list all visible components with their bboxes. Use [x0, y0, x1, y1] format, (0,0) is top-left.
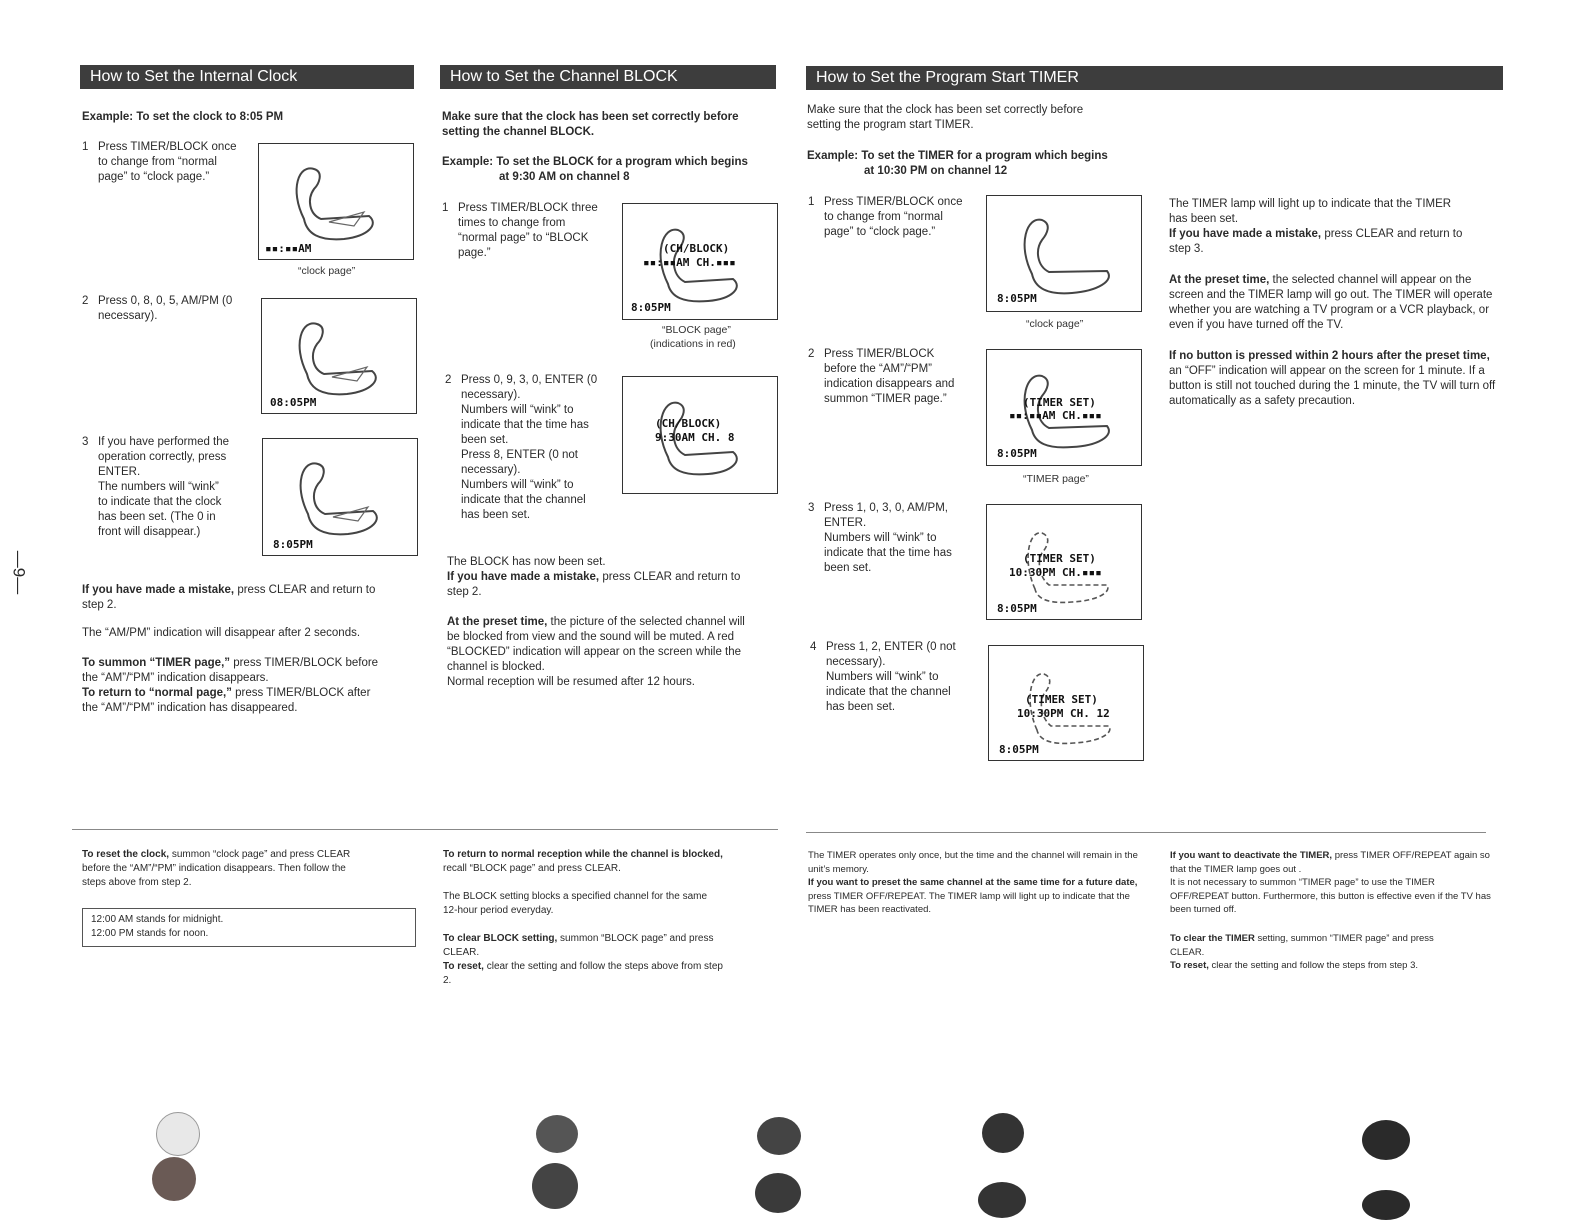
mistake-text: step 2.: [447, 586, 482, 598]
step-text: Press 1, 0, 3, 0, AM/PM,: [824, 502, 948, 514]
return-text: recall “BLOCK page” and press CLEAR.: [443, 863, 621, 874]
step-text: Press 0, 9, 3, 0, ENTER (0: [461, 374, 598, 386]
preset-text: the picture of the selected channel will: [547, 616, 745, 628]
reset-text: clear the setting and follow the steps above from step: [483, 961, 723, 972]
step-text: been set.: [461, 434, 509, 446]
step-number: 4: [810, 641, 817, 653]
reset-text: 2.: [443, 975, 452, 986]
step-number: 2: [445, 374, 452, 386]
block-preset-note: [447, 615, 745, 690]
step-number: 3: [82, 436, 89, 448]
binder-hole: [152, 1157, 196, 1201]
binder-hole: [978, 1182, 1026, 1218]
screen-clock-display: 08:05PM: [270, 396, 317, 409]
binder-hole: [755, 1173, 801, 1213]
block-clear-note: [443, 932, 723, 988]
page-number: —9—: [9, 550, 29, 595]
step-text: front will disappear.): [98, 526, 201, 538]
timer-memory-note: [808, 849, 1143, 917]
step-text: has been set.: [461, 509, 531, 521]
block-set-screen: [622, 376, 778, 494]
step-text: to change from “normal: [824, 211, 943, 223]
screen-setting-line: 10:30PM CH. 12: [1017, 707, 1110, 720]
notebox-text: 12:00 PM stands for noon.: [91, 928, 209, 939]
deactivate-text: It is not necessary to summon “TIMER page” to use the TIMER OFF/REPEAT button. Furthermore, this button is effective even if the TV has been turned off.: [1170, 877, 1491, 915]
reset-label: To reset,: [1170, 960, 1209, 971]
timer-page-caption: “TIMER page”: [1023, 473, 1089, 485]
deactivate-label: If you want to deactivate the TIMER,: [1170, 850, 1333, 861]
screen-setting-line: ▪▪:▪▪AM CH.▪▪▪: [643, 256, 736, 269]
example-text: at 10:30 PM on channel 12: [864, 165, 1008, 177]
screen-mode-line: (CH/BLOCK): [663, 242, 730, 255]
mistake-text: press CLEAR and return to: [234, 584, 376, 596]
example-text: To set the clock to 8:05 PM: [133, 111, 284, 123]
step-text: has been set. (The 0 in: [98, 511, 216, 523]
block-page-caption: [650, 323, 736, 351]
step-text: has been set.: [826, 701, 896, 713]
step-text: indicate that the time has: [824, 547, 952, 559]
step-text: Numbers will “wink” to: [824, 532, 937, 544]
step-text: to indicate that the clock: [98, 496, 222, 508]
step-text: been set.: [824, 562, 872, 574]
screen-clock-display: 8:05PM: [997, 447, 1037, 460]
example-text: To set the TIMER for a program which begins: [858, 150, 1108, 162]
section-header-internal-clock: How to Set the Internal Clock: [80, 65, 414, 89]
intro-text: Make sure that the clock has been set correctly before: [807, 104, 1084, 116]
section-header-program-timer: How to Set the Program Start TIMER: [806, 66, 1503, 90]
lamp-text: The TIMER lamp will light up to indicate that the TIMER: [1169, 198, 1452, 210]
step-text: Press 1, 2, ENTER (0 not: [826, 641, 956, 653]
return-label: To return to normal reception while the channel is blocked,: [443, 849, 723, 860]
mistake-text: press CLEAR and return to: [599, 571, 741, 583]
summon-text: press TIMER/BLOCK before: [230, 657, 379, 669]
screen-setting-line: 9:30AM CH. 8: [655, 431, 735, 444]
step-text: ENTER.: [98, 466, 141, 478]
summon-note: [82, 656, 378, 716]
binder-hole: [536, 1115, 578, 1153]
section-header-channel-block: How to Set the Channel BLOCK: [440, 65, 776, 89]
clock-page-caption: “clock page”: [298, 265, 356, 277]
step-text: page” to “clock page.”: [98, 171, 210, 183]
mistake-text: step 3.: [1169, 243, 1204, 255]
timer-preset-note: [1169, 273, 1497, 333]
step-text: necessary).: [826, 656, 886, 668]
step-text: before the “AM”/“PM”: [824, 363, 932, 375]
reset-text: summon “clock page” and press CLEAR: [169, 849, 351, 860]
binder-hole: [757, 1117, 801, 1155]
mistake-text: step 2.: [82, 599, 117, 611]
step-text: Press 8, ENTER (0 not: [461, 449, 578, 461]
screen-clock-display: 8:05PM: [631, 301, 671, 314]
step-text: times to change from: [458, 217, 566, 229]
screen-clock-display: 8:05PM: [997, 292, 1037, 305]
screen-clock-display: 8:05PM: [999, 743, 1039, 756]
screen-clock-display: ▪▪:▪▪AM: [265, 242, 312, 255]
step-text: The numbers will “wink”: [98, 481, 219, 493]
return-label: To return to “normal page,”: [82, 687, 232, 699]
preset-text: be blocked from view and the sound will be muted. A red: [447, 631, 735, 643]
screen-mode-line: (TIMER SET): [1023, 396, 1096, 409]
return-text: press TIMER/BLOCK after: [231, 687, 371, 699]
block-set-note: The BLOCK has now been set.: [447, 556, 606, 568]
clear-label: To clear the TIMER: [1170, 933, 1255, 944]
step-number: 2: [808, 348, 815, 360]
intro-text: setting the channel BLOCK.: [442, 126, 595, 138]
step-text: summon “TIMER page.”: [824, 393, 947, 405]
step-text: indication disappears and: [824, 378, 955, 390]
block-mistake-note: [447, 570, 740, 600]
example-label: Example:: [442, 156, 494, 168]
reset-text: before the “AM”/“PM” indication disappears. Then follow the: [82, 863, 346, 874]
preset-text: channel is blocked.: [447, 661, 545, 673]
clock-example: [82, 110, 283, 125]
lamp-text: has been set.: [1169, 213, 1239, 225]
example-label: Example:: [807, 150, 859, 162]
block-example: [442, 155, 748, 185]
summon-label: To summon “TIMER page,”: [82, 657, 231, 669]
screen-mode-line: (TIMER SET): [1023, 552, 1096, 565]
preset-text: Normal reception will be resumed after 12 hours.: [447, 676, 696, 688]
no-button-text: an “OFF” indication will appear on the screen for 1 minute. If a button is still not touched during the 1 minute, the TV will turn off automatically as a safety precaution.: [1169, 365, 1496, 407]
clock-reset-note: [82, 848, 350, 890]
screen-mode-line: (TIMER SET): [1025, 693, 1098, 706]
no-button-label: If no button is pressed within 2 hours after the preset time,: [1169, 350, 1490, 362]
preset-label: future date,: [1085, 877, 1138, 888]
preset-label: At the preset time,: [1169, 274, 1270, 286]
clear-label: To clear BLOCK setting,: [443, 933, 558, 944]
step-text: Press TIMER/BLOCK three: [458, 202, 598, 214]
intro-text: Make sure that the clock has been set correctly before: [442, 111, 739, 123]
step-text: indicate that the channel: [461, 494, 586, 506]
timer-deactivate-note: [1170, 849, 1492, 917]
intro-text: setting the program start TIMER.: [807, 119, 974, 131]
midnight-noon-notebox: [82, 908, 416, 947]
timer-example: [807, 149, 1108, 179]
clock-set-screen: [261, 298, 417, 414]
step-number: 1: [808, 196, 815, 208]
timer-page-screen: [986, 349, 1142, 466]
preset-label: At the preset time,: [447, 616, 548, 628]
block-page-screen: [622, 203, 778, 320]
timer-no-button-note: [1169, 349, 1499, 409]
step-text: necessary).: [461, 464, 521, 476]
screen-setting-line: ▪▪:▪▪AM CH.▪▪▪: [1009, 409, 1102, 422]
timer-time-screen: [986, 504, 1142, 620]
step-text: to change from “normal: [98, 156, 217, 168]
screen-setting-line: 10:30PM CH.▪▪▪: [1009, 566, 1102, 579]
reset-text: clear the setting and follow the steps from step 3.: [1208, 960, 1419, 971]
mistake-text: press CLEAR and return to: [1321, 228, 1463, 240]
reset-label: To reset,: [443, 961, 484, 972]
example-text: at 9:30 AM on channel 8: [499, 171, 630, 183]
timer-clock-caption: “clock page”: [1026, 318, 1084, 330]
timer-clear-note: [1170, 932, 1492, 973]
preset-text: press TIMER OFF/REPEAT. The TIMER lamp will light up to indicate that the TIMER has been reactivated.: [808, 890, 1130, 915]
summon-text: the “AM”/“PM” indication disappears.: [82, 672, 269, 684]
memory-text: The TIMER operates only once, but the time and the channel will remain in the unit’s memory.: [808, 850, 1138, 875]
note-text: The BLOCK setting blocks a specified channel for the same: [443, 891, 708, 902]
block-return-note: [443, 848, 723, 876]
clock-page-screen: [258, 143, 414, 260]
caption-text: “BLOCK page”: [661, 324, 731, 336]
step-number: 3: [808, 502, 815, 514]
timer-channel-screen: [988, 645, 1144, 761]
caption-text: (indications in red): [650, 338, 736, 350]
clock-mistake-note: [82, 583, 375, 613]
step-text: Press TIMER/BLOCK: [824, 348, 935, 360]
step-number: 1: [442, 202, 449, 214]
binder-hole: [982, 1113, 1024, 1153]
preset-label: If you want to preset the same channel at the same time for a: [808, 877, 1084, 888]
clear-text: summon “BLOCK page” and press: [557, 933, 714, 944]
step-number: 1: [82, 141, 89, 153]
step-text: indicate that the time has: [461, 419, 589, 431]
timer-intro: [807, 103, 1083, 133]
step-text: ENTER.: [824, 517, 867, 529]
screen-mode-line: (CH/BLOCK): [655, 417, 722, 430]
step-text: Press 0, 8, 0, 5, AM/PM (0: [98, 295, 233, 307]
step-text: indicate that the channel: [826, 686, 951, 698]
divider: [72, 829, 778, 830]
step-text: Press TIMER/BLOCK once: [824, 196, 963, 208]
block-intro: [442, 110, 739, 140]
return-text: the “AM”/“PM” indication has disappeared.: [82, 702, 298, 714]
clear-text: setting, summon “TIMER page” and press: [1254, 933, 1434, 944]
mistake-label: If you have made a mistake,: [1169, 228, 1322, 240]
step-text: Numbers will “wink” to: [461, 404, 574, 416]
screen-clock-display: 8:05PM: [273, 538, 313, 551]
binder-hole: [1362, 1120, 1410, 1160]
mistake-label: If you have made a mistake,: [447, 571, 600, 583]
mistake-label: If you have made a mistake,: [82, 584, 235, 596]
notebox-text: 12:00 AM stands for midnight.: [91, 914, 224, 925]
binder-hole: [1362, 1190, 1410, 1220]
screen-clock-display: 8:05PM: [997, 602, 1037, 615]
ampm-note: The “AM/PM” indication will disappear after 2 seconds.: [82, 627, 361, 639]
step-text: necessary).: [461, 389, 521, 401]
step-text: page” to “clock page.”: [824, 226, 936, 238]
step-text: page.”: [458, 247, 491, 259]
timer-clock-screen: [986, 195, 1142, 312]
clock-confirm-screen: [262, 438, 418, 556]
step-text: Numbers will “wink” to: [826, 671, 939, 683]
clear-text: CLEAR.: [443, 947, 480, 958]
step-text: “normal page” to “BLOCK: [458, 232, 589, 244]
note-text: 12-hour period everyday.: [443, 905, 554, 916]
step-number: 2: [82, 295, 89, 307]
block-repeat-note: [443, 890, 707, 918]
reset-text: steps above from step 2.: [82, 877, 192, 888]
example-text: To set the BLOCK for a program which begins: [493, 156, 748, 168]
binder-hole: [156, 1112, 200, 1156]
preset-text: “BLOCKED” indication will appear on the screen while the: [447, 646, 742, 658]
deactivate-text: press TIMER OFF/REPEAT again so that the TIMER lamp goes out .: [1170, 850, 1490, 875]
clear-text: CLEAR.: [1170, 946, 1205, 958]
timer-lamp-note: [1169, 197, 1462, 257]
example-label: Example:: [82, 111, 134, 123]
binder-hole: [532, 1163, 578, 1209]
step-text: necessary).: [98, 310, 158, 322]
divider: [806, 832, 1486, 833]
step-text: Press TIMER/BLOCK once: [98, 141, 237, 153]
step-text: operation correctly, press: [98, 451, 227, 463]
preset-text: the selected channel will appear on the screen and the TIMER lamp will go out. The TIMER will operate whether you are watching a TV program or a VCR playback, or even if you have turned off the TV.: [1169, 274, 1493, 331]
step-text: If you have performed the: [98, 436, 230, 448]
reset-label: To reset the clock,: [82, 849, 170, 860]
step-text: Numbers will “wink” to: [461, 479, 574, 491]
